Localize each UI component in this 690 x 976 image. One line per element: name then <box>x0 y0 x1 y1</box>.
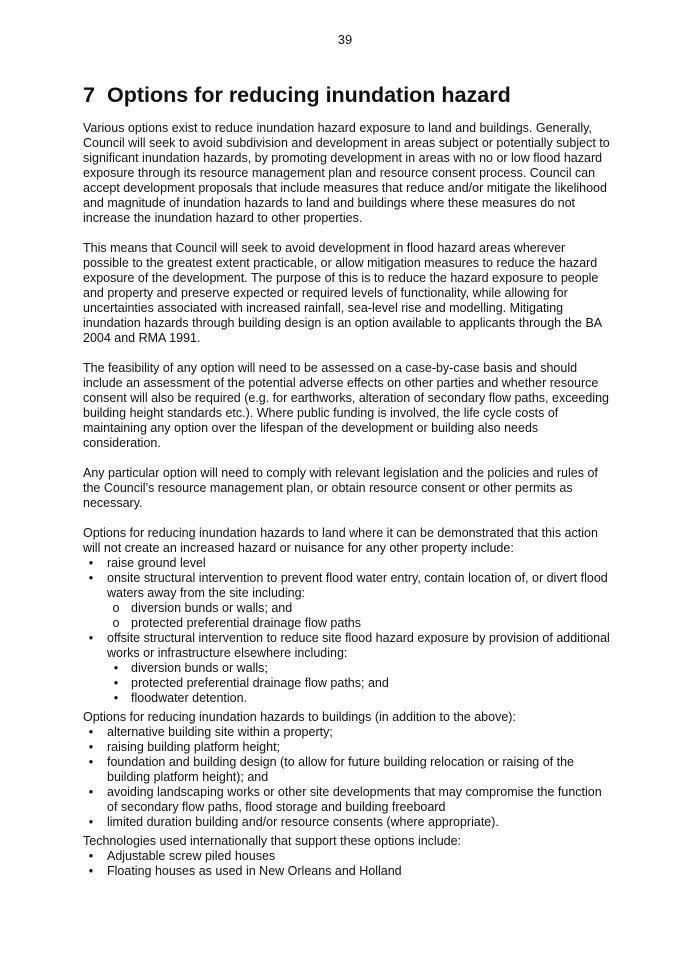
list-item-text: Adjustable screw piled houses <box>107 849 276 863</box>
section-title: Options for reducing inundation hazard <box>107 83 511 107</box>
paragraph: Various options exist to reduce inundation hazard exposure to land and buildings. Generally, Council will seek to avoid subdivision and development in areas subject or potentially subject to significant inundation hazards, by promoting development in areas with no or low flood hazard exposure through its resource management plan and resource consent process. Council can accept development proposals that include measures that reduce and/or mitigate the likelihood and magnitude of inundation hazards to land and buildings where these measures do not increase the inundation hazard to other properties. <box>83 121 610 225</box>
list-item-text: raising building platform height; <box>107 740 281 754</box>
bullet-marker: • <box>88 556 94 570</box>
list-item-text: foundation and building design (to allow for future building relocation or raising of the building platform height); and <box>107 755 574 784</box>
sub-list-item-text: diversion bunds or walls; and <box>131 601 293 615</box>
sub-bullet-marker: • <box>113 676 119 690</box>
sub-bullet-marker: • <box>113 661 119 675</box>
section-heading <box>83 80 643 110</box>
sub-list <box>107 601 613 631</box>
list-item-text: raise ground level <box>107 556 206 570</box>
land-options-list <box>83 556 613 706</box>
sub-list-item <box>107 661 613 676</box>
sub-list-item-text: floodwater detention. <box>131 691 248 705</box>
bullet-marker: • <box>88 740 94 754</box>
sub-list-item <box>107 616 613 631</box>
list-item <box>83 755 613 785</box>
building-options-intro: Options for reducing inundation hazards to buildings (in addition to the above): <box>83 710 516 724</box>
technologies-intro: Technologies used internationally that support these options include: <box>83 834 462 848</box>
list-item-text: onsite structural intervention to prevent flood water entry, contain location of, or divert flood waters away from the site including: <box>107 571 608 600</box>
bullet-marker: • <box>88 815 94 829</box>
sub-bullet-marker: o <box>112 616 120 630</box>
list-item <box>83 631 613 706</box>
sub-list-item-text: protected preferential drainage flow paths; and <box>131 676 389 690</box>
list-item <box>83 725 613 740</box>
paragraph: This means that Council will seek to avoid development in flood hazard areas wherever possible to the greatest extent practicable, or allow mitigation measures to reduce the hazard exposure of the development. The purpose of this is to reduce the hazard exposure to people and property and preserve expected or required levels of functionality, while allowing for uncertainties associated with increased rainfall, sea-level rise and modelling. Mitigating inundation hazards through building design is an option available to applicants through the BA 2004 and RMA 1991. <box>83 241 602 345</box>
sub-list-item-text: diversion bunds or walls; <box>131 661 268 675</box>
sub-list-item <box>107 691 613 706</box>
bullet-marker: • <box>88 785 94 799</box>
sub-list-item-text: protected preferential drainage flow paths <box>131 616 362 630</box>
bullet-marker: • <box>88 849 94 863</box>
building-options-list <box>83 725 613 830</box>
bullet-marker: • <box>88 571 94 585</box>
bullet-marker: • <box>88 631 94 645</box>
bullet-marker: • <box>88 755 94 769</box>
list-item <box>83 740 613 755</box>
list-item-text: limited duration building and/or resource consents (where appropriate). <box>107 815 499 829</box>
list-item <box>83 571 613 631</box>
list-item <box>83 815 613 830</box>
paragraph: The feasibility of any option will need to be assessed on a case-by-case basis and should include an assessment of the potential adverse effects on other parties and whether resource consent will also be required (e.g. for earthworks, alteration of secondary flow paths, exceeding building height standards etc.). Where public funding is involved, the life cycle costs of maintaining any option over the lifespan of the development or building also needs consideration. <box>83 361 609 450</box>
section-number: 7 <box>83 83 95 107</box>
paragraph: Any particular option will need to comply with relevant legislation and the policies and rules of the Council’s resource management plan, or obtain resource consent or other permits as necessary. <box>83 466 598 510</box>
bullet-marker: • <box>88 725 94 739</box>
sub-list-item <box>107 676 613 691</box>
technologies-list <box>83 849 613 879</box>
list-item-text: Floating houses as used in New Orleans and Holland <box>107 864 402 878</box>
list-item <box>83 849 613 864</box>
list-item <box>83 864 613 879</box>
list-item <box>83 785 613 815</box>
sub-list <box>107 661 613 706</box>
bullet-marker: • <box>88 864 94 878</box>
list-item-text: alternative building site within a property; <box>107 725 333 739</box>
sub-bullet-marker: o <box>112 601 120 615</box>
sub-bullet-marker: • <box>113 691 119 705</box>
body-content <box>83 121 613 879</box>
page-number: 39 <box>337 32 353 47</box>
list-item <box>83 556 613 571</box>
list-item-text: offsite structural intervention to reduce site flood hazard exposure by provision of additional works or infrastructure elsewhere including: <box>107 631 610 660</box>
land-options-intro: Options for reducing inundation hazards to land where it can be demonstrated that this action will not create an increased hazard or nuisance for any other property include: <box>83 526 598 555</box>
list-item-text: avoiding landscaping works or other site developments that may compromise the function of secondary flow paths, flood storage and building freeboard <box>107 785 602 814</box>
sub-list-item <box>107 601 613 616</box>
